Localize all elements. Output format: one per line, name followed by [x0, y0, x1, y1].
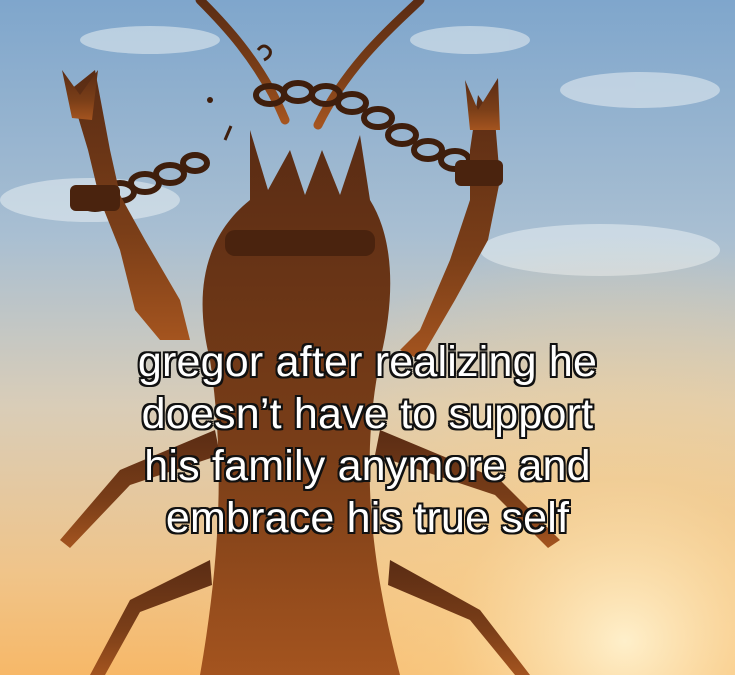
- caption-line: embrace his true self: [165, 494, 570, 542]
- caption-line: his family anymore and: [144, 442, 591, 490]
- caption-line: gregor after realizing he: [137, 338, 598, 386]
- caption-line: doesn’t have to support: [141, 390, 594, 438]
- meme-caption: [0, 336, 735, 544]
